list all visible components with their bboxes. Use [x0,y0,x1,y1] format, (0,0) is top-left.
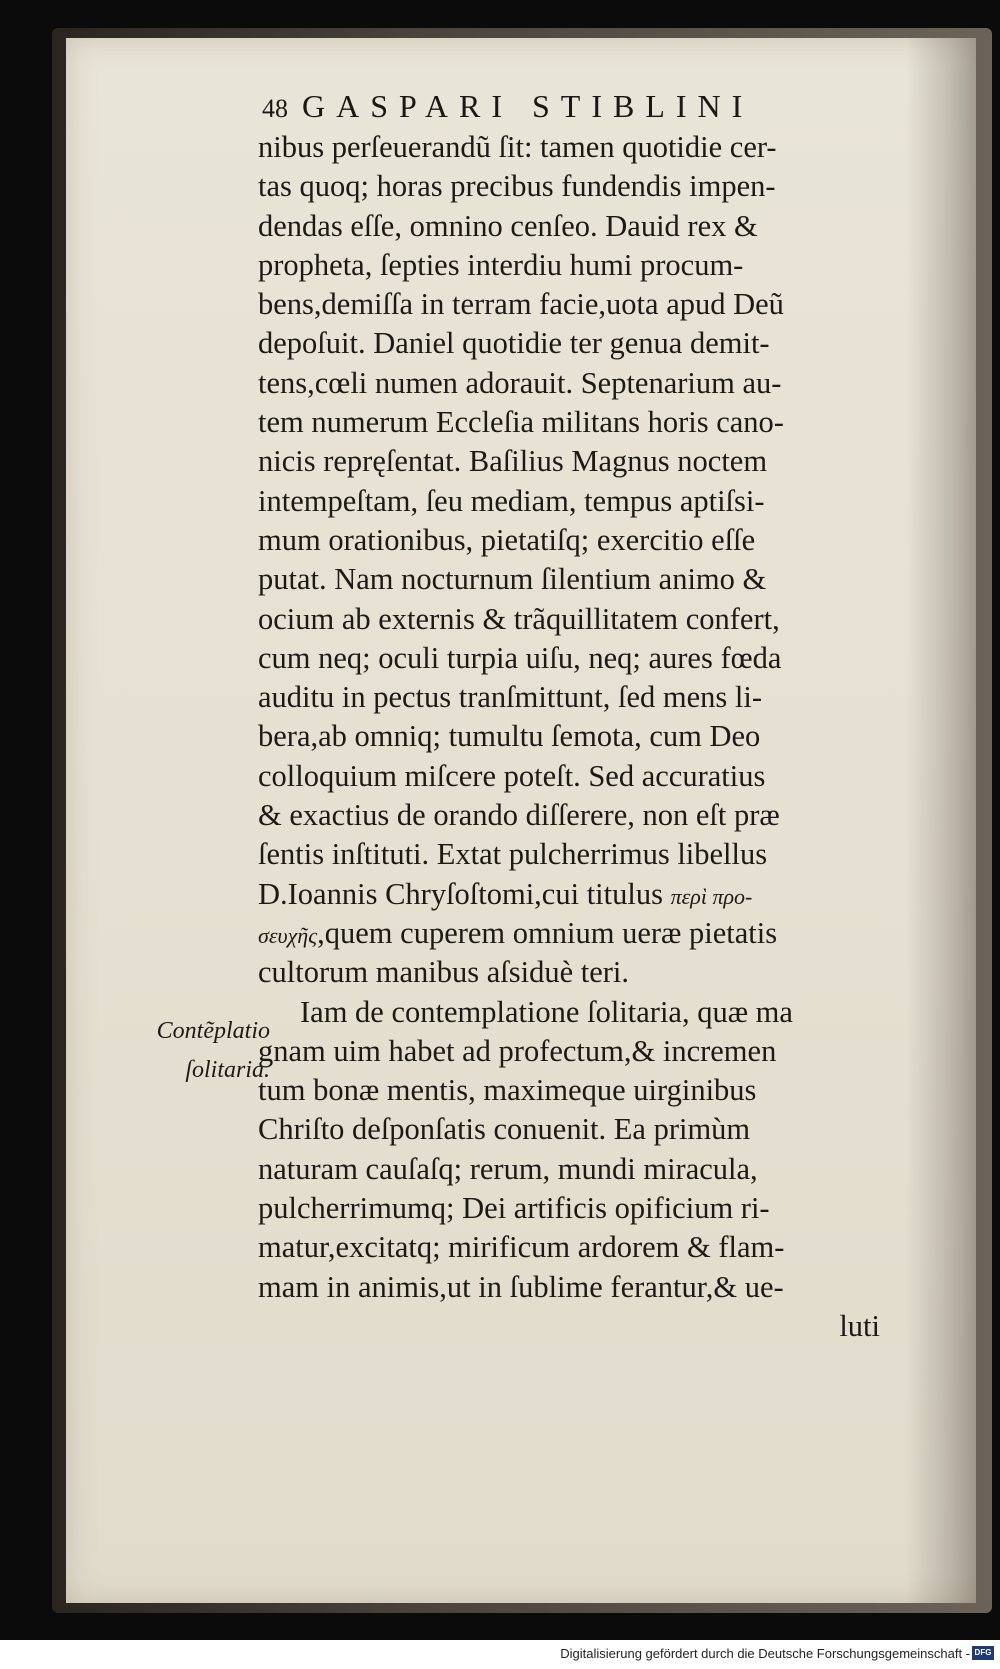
marginal-note-line2: ſolitaria. [185,1057,270,1083]
text-line: gnam uim habet ad profectum,& incremen [258,1033,777,1068]
text-line: ocium ab externis & trãquillitatem confert, [258,601,780,636]
text-line: intempeſtam, ſeu mediam, tempus aptiſsi- [258,483,765,518]
text-line: cum neq; oculi turpia uiſu, neq; aures fœda [258,640,782,675]
text-line: mum orationibus, pietatiſq; exercitio eſſe [258,522,756,557]
text-line: putat. Nam nocturnum ſilentium animo & [258,562,767,597]
page-shadow [906,38,976,1603]
text-line: cultorum manibus aſsiduè teri. [258,955,630,990]
text-line-greek [258,914,880,953]
text-line-paragraph-start: Iam de contemplatione ſolitaria, quæ ma [300,994,793,1029]
text-line: bera,ab omniq; tumultu ſemota, cum Deo [258,719,761,754]
text-line: tas quoq; horas precibus fundendis impen- [258,169,776,204]
text-line: pulcherrimumq; Dei artificis opificium ri- [258,1191,770,1226]
text-line: & exactius de orando diſſerere, non eſt præ [258,798,780,833]
text-line: matur,excitatq; mirificum ardorem & flam- [258,1230,785,1265]
text-line-chrysostom [258,875,880,914]
text-line: ſentis inſtituti. Extat pulcherrimus libellus [258,837,768,872]
running-header [262,88,753,125]
greek-title-part2: σευχῆς [258,922,318,948]
chrysostom-text: D.Ioannis Chryſoſtomi,cui titulus [258,876,663,911]
dfg-logo: DFG [972,1646,994,1660]
text-line: colloquium miſcere poteſt. Sed accuratius [258,758,766,793]
text-line: dendas eſſe, omnino cenſeo. Dauid rex & [258,208,758,243]
text-line: nibus perſeuerandũ ſit: tamen quotidie cer- [258,130,777,164]
page-number: 48 [262,94,288,123]
text-line: nicis repręſentat. Baſilius Magnus noctem [258,444,768,479]
footer-credit: Digitalisierung gefördert durch die Deutsche Forschungsgemeinschaft - [560,1646,970,1661]
text-line: propheta, ſepties interdiu humi procum- [258,247,744,282]
marginal-note-line1: Contẽplatio [156,1018,270,1044]
footer-bar [0,1640,1000,1669]
text-line: mam in animis,ut in ſublime ferantur,& ue- [258,1269,784,1304]
marginal-note [110,1012,270,1090]
greek-title-part1: περὶ προ- [670,883,753,909]
text-line: tens,cœli numen adorauit. Septenarium au- [258,365,782,400]
text-line: tum bonæ mentis, maximeque uirginibus [258,1073,757,1108]
text-line: tem numerum Eccleſia militans horis cano- [258,405,784,440]
text-line: depoſuit. Daniel quotidie ter genua demit- [258,326,770,361]
text-line: auditu in pectus tranſmittunt, ſed mens li- [258,680,763,715]
running-title: GASPARI STIBLINI [302,88,754,124]
after-greek-text: ,quem cuperem omnium ueræ pietatis [317,915,778,950]
text-line: bens,demiſſa in terram facie,uota apud Deũ [258,287,784,322]
text-line: naturam cauſaſq; rerum, mundi miracula, [258,1151,758,1186]
body-text [258,128,880,1346]
catchword: luti [839,1308,880,1343]
text-line: Chriſto deſponſatis conuenit. Ea primùm [258,1112,751,1147]
